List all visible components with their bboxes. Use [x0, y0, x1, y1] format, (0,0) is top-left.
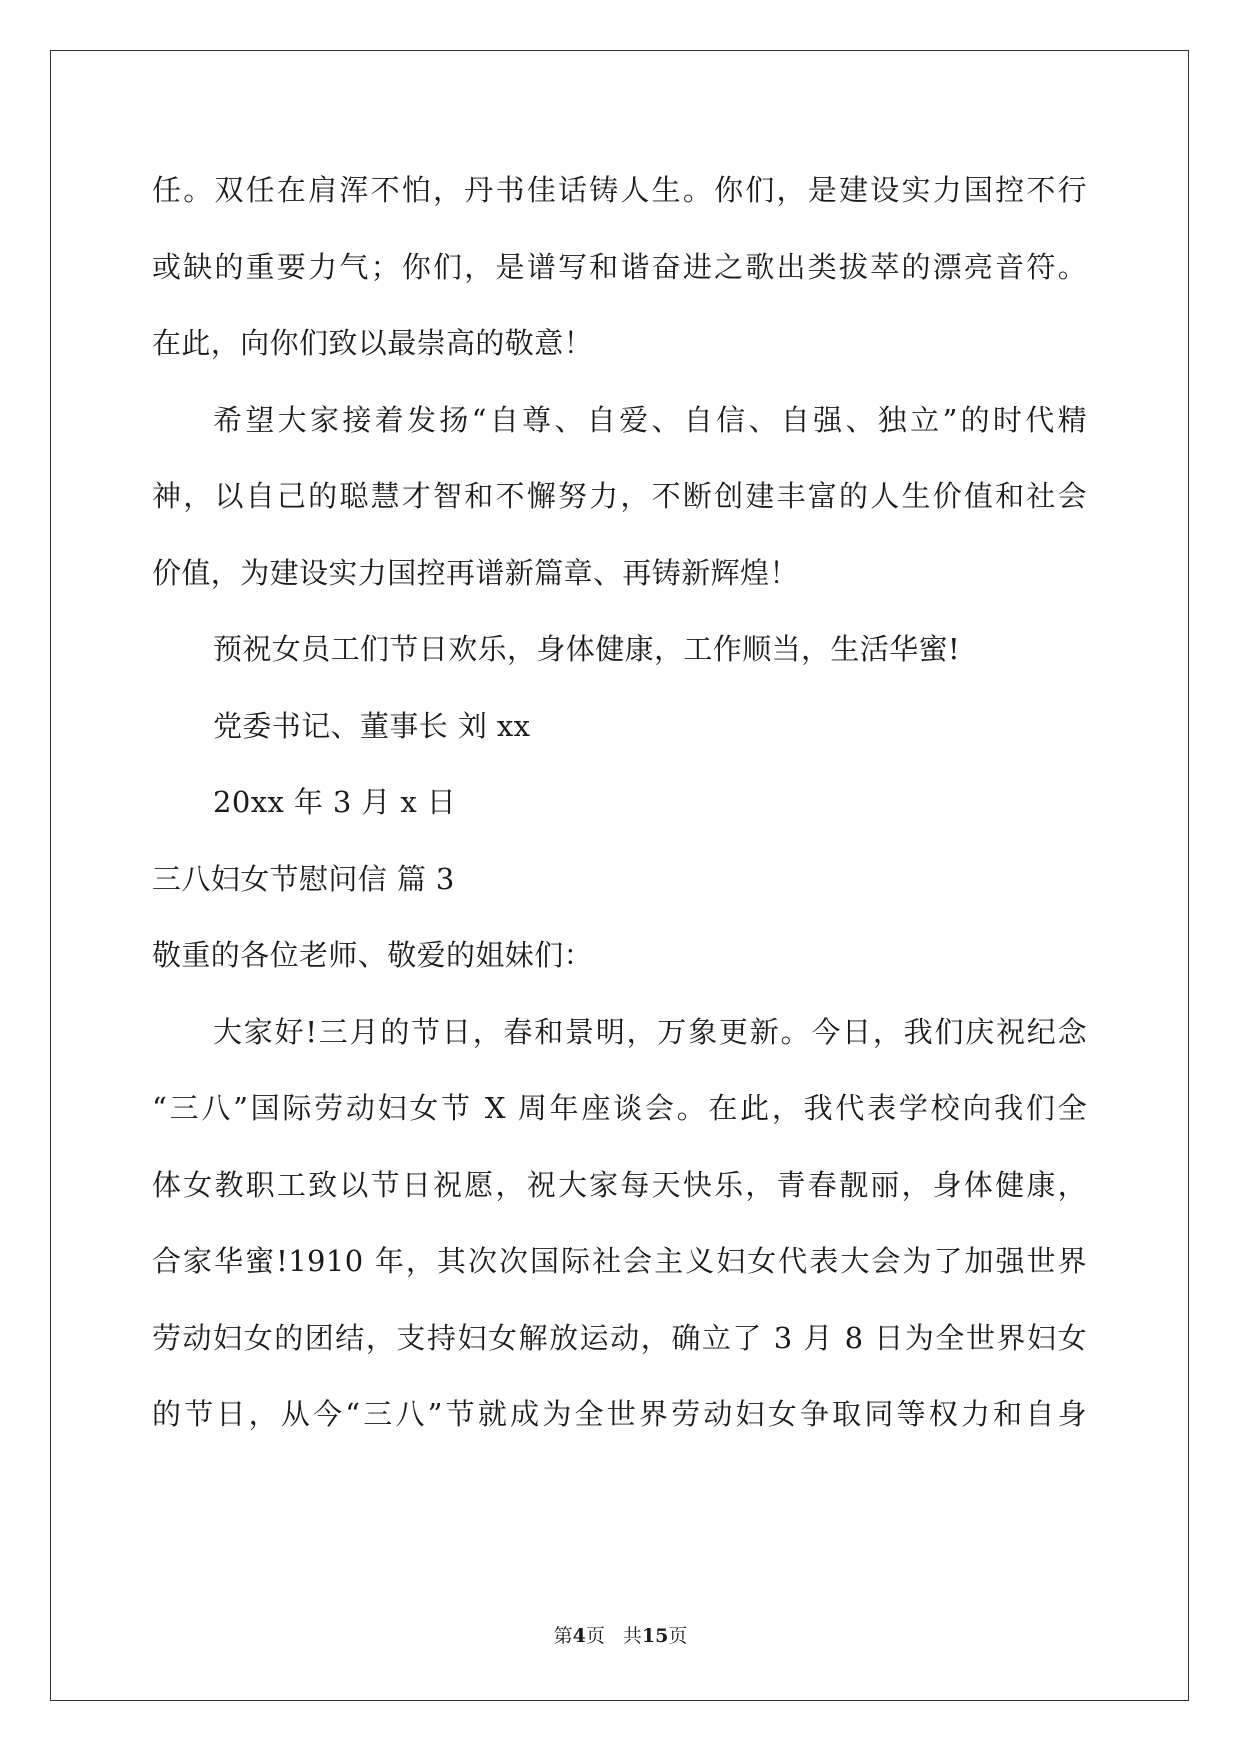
footer-total-prefix: 共: [622, 1625, 642, 1647]
text-line-1: 任。双任在肩浑不怕，丹书佳话铸人生。你们，是建设实力国控不行: [152, 173, 1087, 207]
total-page-count: 15: [641, 1625, 669, 1647]
text-line-4: 希望大家接着发扬“自尊、自爱、自信、自强、独立”的时代精: [213, 403, 1087, 437]
signature-line: 党委书记、董事长 刘 xx: [213, 709, 531, 743]
text-line-3: 在此，向你们致以最崇高的敬意！: [152, 326, 594, 360]
salutation-line: 敬重的各位老师、敬爱的姐妹们：: [152, 938, 594, 972]
section-heading: 三八妇女节慰问信 篇 3: [152, 862, 455, 896]
text-line-17: 的节日，从今“三八”节就成为全世界劳动妇女争取同等权力和自身: [152, 1397, 1087, 1431]
date-line: 20xx 年 3 月 x 日: [213, 785, 457, 819]
text-line-6: 价值，为建设实力国控再谱新篇章、再铸新辉煌！: [152, 556, 799, 590]
text-line-13: “三八”国际劳动妇女节 X 周年座谈会。在此，我代表学校向我们全: [152, 1091, 1087, 1125]
text-line-16: 劳动妇女的团结，支持妇女解放运动，确立了 3 月 8 日为全世界妇女: [152, 1321, 1087, 1355]
text-line-7: 预祝女员工们节日欢乐，身体健康，工作顺当，生活华蜜!: [213, 632, 961, 666]
footer-page-suffix: 页: [585, 1625, 605, 1647]
footer-prefix: 第: [553, 1625, 573, 1647]
text-line-14: 体女教职工致以节日祝愿，祝大家每天快乐，青春靓丽，身体健康，: [152, 1168, 1087, 1202]
footer-total-suffix: 页: [668, 1625, 688, 1647]
text-line-15: 合家华蜜!1910 年，其次次国际社会主义妇女代表大会为了加强世界: [152, 1244, 1087, 1278]
current-page-number: 4: [572, 1625, 586, 1647]
page-footer: [0, 1624, 1241, 1648]
text-line-2: 或缺的重要力气；你们，是谱写和谐奋进之歌出类拔萃的漂亮音符。: [152, 250, 1087, 284]
text-line-5: 神，以自己的聪慧才智和不懈努力，不断创建丰富的人生价值和社会: [152, 479, 1087, 513]
text-line-12: 大家好!三月的节日，春和景明，万象更新。今日，我们庆祝纪念: [213, 1015, 1087, 1049]
